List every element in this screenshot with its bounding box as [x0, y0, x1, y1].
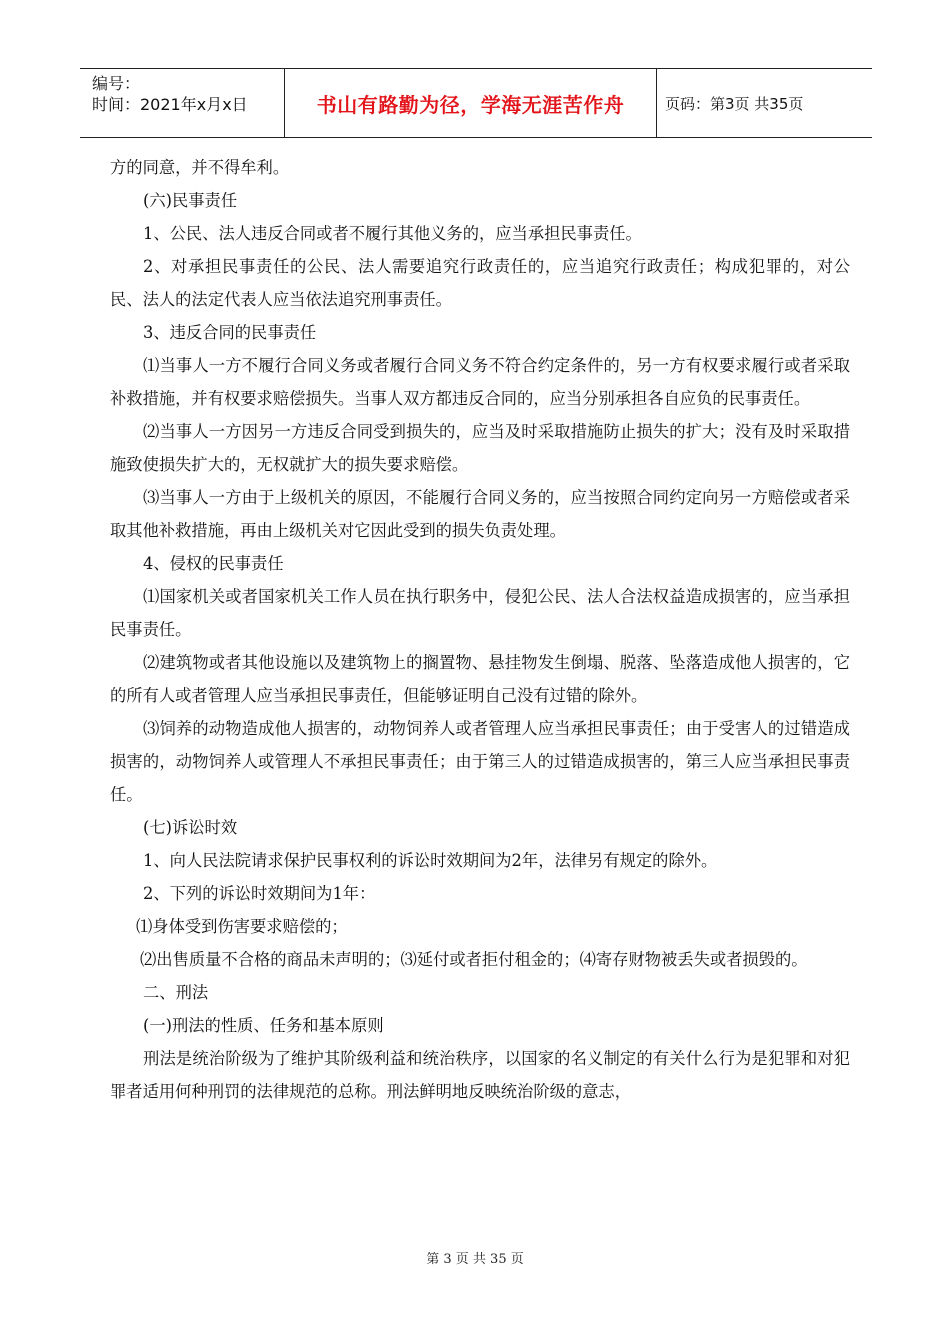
section-heading: (七)诉讼时效 — [143, 818, 238, 837]
paragraph: 2、对承担民事责任的公民、法人需要追究行政责任的，应当追究行政责任；构成犯罪的，对公民、法人的法定代表人应当依法追究刑事责任。 — [110, 257, 850, 309]
page-footer: 第 3 页 共 35 页 — [426, 1252, 524, 1267]
paragraph: 2、下列的诉讼时效期间为1年： — [143, 884, 376, 903]
list-item: ⑵出售质量不合格的商品未声明的；⑶延付或者拒付租金的；⑷寄存财物被丢失或者损毁的。 — [140, 950, 808, 969]
paragraph: ⑵当事人一方因另一方违反合同受到损失的，应当及时采取措施防止损失的扩大；没有及时采取措施致使损失扩大的，无权就扩大的损失要求赔偿。 — [110, 422, 850, 474]
paragraph: ⑴当事人一方不履行合同义务或者履行合同义务不符合约定条件的，另一方有权要求履行或者采取补救措施，并有权要求赔偿损失。当事人双方都违反合同的，应当分别承担各自应负的民事责任。 — [110, 356, 850, 408]
header-page-number: 页码：第3页 共35页 — [665, 94, 804, 113]
paragraph: 1、公民、法人违反合同或者不履行其他义务的，应当承担民事责任。 — [143, 224, 642, 243]
chapter-heading: 二、刑法 — [143, 983, 209, 1002]
paragraph: ⑶饲养的动物造成他人损害的，动物饲养人或者管理人应当承担民事责任；由于受害人的过错造成损害的，动物饲养人或管理人不承担民事责任；由于第三人的过错造成损害的，第三人应当承担民事责任。 — [110, 719, 850, 804]
section-heading: (一)刑法的性质、任务和基本原则 — [143, 1016, 384, 1035]
paragraph: 1、向人民法院请求保护民事权利的诉讼时效期间为2年，法律另有规定的除外。 — [143, 851, 718, 870]
paragraph: 刑法是统治阶级为了维护其阶级利益和统治秩序，以国家的名义制定的有关什么行为是犯罪和对犯罪者适用何种刑罚的法律规范的总称。刑法鲜明地反映统治阶级的意志， — [110, 1049, 850, 1101]
paragraph: ⑶当事人一方由于上级机关的原因，不能履行合同义务的，应当按照合同约定向另一方赔偿或者采取其他补救措施，再由上级机关对它因此受到的损失负责处理。 — [110, 488, 850, 540]
document-date: 时间：2021年x月x日 — [92, 95, 248, 114]
page-header — [80, 68, 872, 138]
section-heading: (六)民事责任 — [143, 191, 238, 210]
header-meta — [80, 69, 285, 137]
subsection-heading: 4、侵权的民事责任 — [143, 554, 284, 573]
paragraph: 方的同意，并不得牟利。 — [110, 158, 290, 177]
list-item: ⑴身体受到伤害要求赔偿的； — [136, 917, 348, 936]
document-number: 编号： — [92, 74, 141, 93]
paragraph: ⑴国家机关或者国家机关工作人员在执行职务中，侵犯公民、法人合法权益造成损害的，应当承担民事责任。 — [110, 587, 850, 639]
header-motto: 书山有路勤为径，学海无涯苦作舟 — [285, 69, 657, 137]
paragraph: ⑵建筑物或者其他设施以及建筑物上的搁置物、悬挂物发生倒塌、脱落、坠落造成他人损害的，它的所有人或者管理人应当承担民事责任，但能够证明自己没有过错的除外。 — [110, 653, 850, 705]
document-body — [110, 151, 850, 1108]
subsection-heading: 3、违反合同的民事责任 — [143, 323, 317, 342]
